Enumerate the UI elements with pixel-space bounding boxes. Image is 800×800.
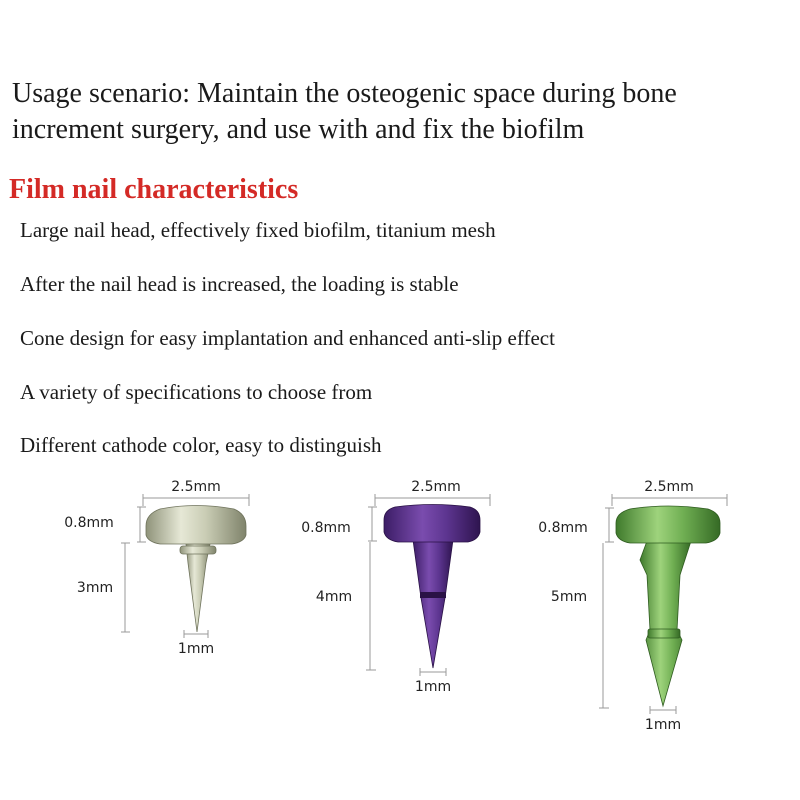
green-length-label: 5mm (550, 589, 588, 605)
feature-item: A variety of specifications to choose from (20, 380, 373, 404)
silver-head-width-label: 2.5mm (171, 479, 221, 495)
purple-length-label: 4mm (315, 589, 353, 605)
purple-head-width-label: 2.5mm (411, 479, 461, 495)
purple-nail-head (384, 505, 480, 543)
nail-green (538, 479, 727, 733)
nail-silver (64, 479, 249, 657)
silver-head-height-label: 0.8mm (64, 515, 114, 531)
green-nail-shaft (640, 541, 691, 706)
purple-nail-shaft (413, 540, 453, 668)
characteristics-heading: Film nail characteristics (9, 174, 299, 205)
silver-nail-head (146, 506, 246, 545)
nail-purple (301, 479, 490, 695)
silver-tip-label: 1mm (177, 641, 215, 657)
usage-line-2: increment surgery, and use with and fix the biofilm (12, 114, 585, 145)
purple-head-height-label: 0.8mm (301, 520, 351, 536)
feature-item: Different cathode color, easy to distinguish (20, 433, 382, 457)
green-head-height-label: 0.8mm (538, 520, 588, 536)
feature-item: Cone design for easy implantation and enhanced anti-slip effect (20, 326, 555, 350)
purple-tip-label: 1mm (414, 679, 452, 695)
silver-length-label: 3mm (76, 580, 114, 596)
usage-line-1: Usage scenario: Maintain the osteogenic space during bone (12, 78, 677, 109)
silver-nail-shaft (186, 544, 210, 632)
green-tip-label: 1mm (644, 717, 682, 733)
green-head-width-label: 2.5mm (644, 479, 694, 495)
green-nail-head (616, 506, 720, 543)
feature-item: After the nail head is increased, the loading is stable (20, 272, 459, 296)
feature-item: Large nail head, effectively fixed biofilm, titanium mesh (20, 218, 496, 242)
